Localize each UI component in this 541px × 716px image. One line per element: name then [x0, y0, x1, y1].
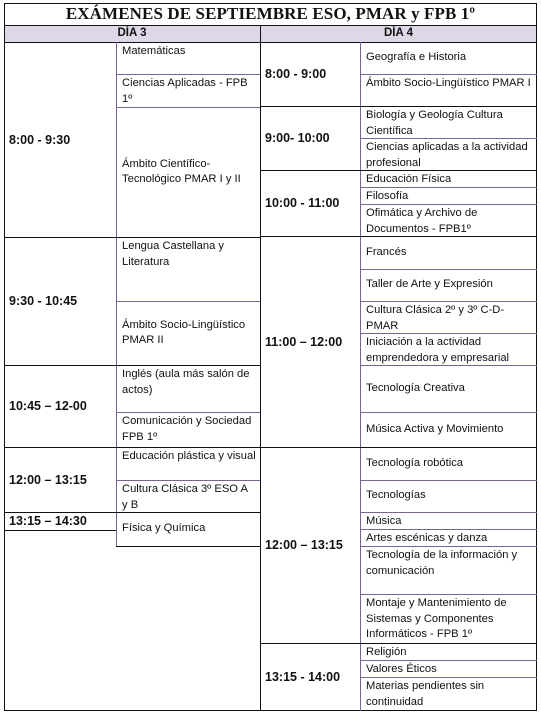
day4-subject: Filosofía	[366, 190, 409, 202]
day4-subject: Ámbito Socio-Lingüístico PMAR I	[366, 77, 531, 89]
day3-time-slot: 13:15 – 14:30	[9, 514, 87, 528]
day3-subject: Matemáticas	[122, 45, 186, 57]
day4-time-slot: 11:00 – 12:00	[265, 334, 343, 349]
day3-subject: Ámbito Socio-Lingüístico PMAR II	[122, 318, 246, 346]
day4-subject: Educación Física	[366, 173, 452, 185]
day4-subject: Materias pendientes sin continuidad	[366, 680, 485, 708]
day3-subject: Cultura Clásica 3º ESO A y B	[122, 483, 248, 511]
day4-subject: Iniciación a la actividad emprendedora y empresarial	[366, 336, 510, 364]
day3-time-slot: 10:45 – 12-00	[9, 399, 87, 413]
day4-subject: Tecnologías	[366, 489, 426, 502]
day4-subject: Biología y Geología Cultura Científica	[366, 109, 503, 137]
day4-subject: Artes escénicas y danza	[366, 532, 488, 544]
day4-subject: Música Activa y Movimiento	[366, 422, 504, 435]
day4-subject: Tecnología Creativa	[366, 381, 465, 394]
page-title: EXÁMENES DE SEPTIEMBRE ESO, PMAR y FPB 1º	[65, 4, 476, 23]
day4-subject: Montaje y Mantenimiento de Sistemas y Componentes Informáticos - FPB 1º	[366, 597, 507, 640]
day4-subject: Cultura Clásica 2º y 3º C-D-PMAR	[366, 304, 505, 332]
day3-time-slot: 8:00 - 9:30	[9, 132, 71, 147]
day4-time-slot: 8:00 - 9:00	[265, 67, 327, 81]
day4-time-slot: 12:00 – 13:15	[265, 538, 343, 552]
day4-subject: Taller de Arte y Expresión	[366, 278, 493, 291]
day3-time-slot: 12:00 – 13:15	[9, 472, 87, 487]
day3-subject: Física y Química	[122, 522, 206, 535]
day4-time-slot: 10:00 - 11:00	[265, 196, 340, 210]
day4-time-slot: 13:15 - 14:00	[265, 669, 341, 684]
day3-header: DÍA 3	[4, 25, 260, 42]
day4-subject: Geografía e Historia	[366, 51, 467, 64]
day4-subject: Música	[366, 515, 402, 527]
day4-subject: Ofimática y Archivo de Documentos - FPB1º	[366, 207, 478, 235]
day4-subject: Tecnología robótica	[366, 456, 464, 469]
day3-subject: Educación plástica y visual	[122, 450, 256, 462]
day3-subject: Ámbito Científico-Tecnológico PMAR I y II	[122, 157, 241, 185]
day4-subject: Valores Éticos	[366, 663, 437, 675]
day4-subject: Ciencias aplicadas a la actividad profesional	[366, 141, 528, 169]
day4-subject: Religión	[366, 646, 407, 658]
day3-subject: Comunicación y Sociedad FPB 1º	[122, 415, 252, 443]
day4-subject: Francés	[366, 245, 407, 258]
day4-time-slot: 9:00- 10:00	[265, 131, 330, 145]
day3-subject: Ciencias Aplicadas - FPB 1º	[122, 77, 248, 105]
day4-subject: Tecnología de la información y comunicación	[366, 549, 518, 577]
day3-time-slot: 9:30 - 10:45	[9, 294, 78, 308]
day4-header: DÍA 4	[260, 25, 537, 42]
day3-subject: Inglés (aula más salón de actos)	[122, 368, 250, 396]
day3-subject: Lengua Castellana y Literatura	[122, 240, 225, 268]
